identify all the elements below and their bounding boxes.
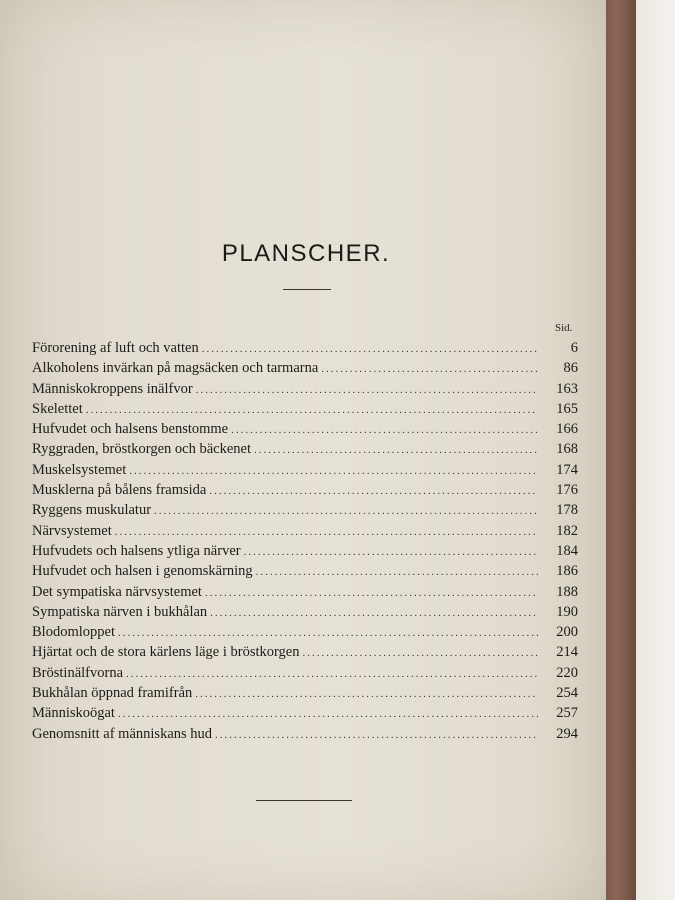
toc-entry (32, 521, 578, 541)
entry-label: Människokroppens inälfvor (32, 380, 193, 397)
toc-entry (32, 338, 578, 358)
toc-entry (32, 399, 578, 419)
entry-label: Människoögat (32, 705, 115, 722)
entry-page: 184 (556, 542, 578, 559)
toc-entry (32, 703, 578, 723)
dot-leader (244, 542, 538, 561)
toc-entry (32, 500, 578, 520)
toc-entry (32, 582, 578, 602)
dot-leader (196, 380, 538, 399)
entry-page: 200 (556, 624, 578, 641)
entry-label: Muskelsystemet (32, 461, 127, 478)
dot-leader (254, 440, 538, 459)
dot-leader (231, 420, 538, 439)
toc-entry (32, 642, 578, 662)
dot-leader (210, 603, 538, 622)
toc-entry (32, 358, 578, 378)
toc-entry (32, 439, 578, 459)
entry-page: 220 (556, 664, 578, 681)
toc-entry (32, 663, 578, 683)
entry-label: Blodomloppet (32, 624, 115, 641)
plates-list (32, 338, 578, 744)
toc-entry (32, 561, 578, 581)
entry-label: Hjärtat och de stora kärlens läge i bröstkorgen (32, 644, 300, 661)
dot-leader (129, 461, 538, 480)
toc-entry (32, 724, 578, 744)
entry-label: Hufvudet och halsens benstomme (32, 421, 229, 438)
dot-leader (205, 583, 538, 602)
entry-page: 174 (556, 461, 578, 478)
dot-leader (118, 704, 538, 723)
title-divider (283, 289, 331, 290)
dot-leader (126, 664, 538, 683)
entry-label: Bukhålan öppnad framifrån (32, 685, 193, 702)
entry-page: 86 (563, 360, 578, 377)
entry-page: 182 (556, 522, 578, 539)
entry-page: 190 (556, 603, 578, 620)
entry-label: Skelettet (32, 400, 83, 417)
entry-page: 186 (556, 563, 578, 580)
dot-leader (209, 481, 538, 500)
entry-page: 168 (556, 441, 578, 458)
entry-label: Närvsystemet (32, 522, 112, 539)
entry-label: Ryggraden, bröstkorgen och bäckenet (32, 441, 252, 458)
dot-leader (303, 643, 539, 662)
dot-leader (256, 562, 538, 581)
entry-page: 214 (556, 644, 578, 661)
dot-leader (115, 522, 538, 541)
toc-entry (32, 480, 578, 500)
end-divider (256, 800, 352, 801)
entry-label: Musklerna på bålens framsida (32, 482, 207, 499)
cover-endpaper (636, 0, 675, 900)
entry-page: 178 (556, 502, 578, 519)
toc-entry (32, 622, 578, 642)
entry-page: 294 (556, 725, 578, 742)
page-title: PLANSCHER. (221, 240, 391, 267)
page-column-label: Sid. (555, 322, 573, 334)
toc-entry (32, 602, 578, 622)
entry-label: Sympatiska närven i bukhålan (32, 603, 208, 620)
entry-label: Bröstinälfvorna (32, 664, 124, 681)
entry-label: Genomsnitt af människans hud (32, 725, 213, 742)
toc-entry (32, 379, 578, 399)
entry-label: Förorening af luft och vatten (32, 340, 199, 356)
dot-leader (154, 501, 538, 520)
entry-label: Ryggens muskulatur (32, 502, 152, 519)
entry-page: 254 (556, 685, 578, 702)
entry-page: 163 (556, 380, 578, 397)
entry-page: 6 (570, 340, 578, 356)
book-cover-edge (606, 0, 636, 900)
dot-leader (118, 623, 538, 642)
entry-label: Det sympatiska närvsystemet (32, 583, 202, 600)
entry-page: 176 (556, 482, 578, 499)
entry-page: 257 (556, 705, 578, 722)
entry-label: Hufvudets och halsens ytliga närver (32, 542, 241, 559)
entry-label: Alkoholens invärkan på magsäcken och tarmarna (32, 360, 319, 377)
entry-label: Hufvudet och halsen i genomskärning (32, 563, 253, 580)
toc-entry (32, 460, 578, 480)
toc-entry (32, 419, 578, 439)
toc-entry (32, 541, 578, 561)
entry-page: 166 (556, 421, 578, 438)
dot-leader (195, 684, 538, 703)
toc-entry (32, 683, 578, 703)
entry-page: 188 (556, 583, 578, 600)
dot-leader (86, 400, 538, 419)
dot-leader (215, 725, 538, 744)
dot-leader (202, 339, 538, 358)
dot-leader (321, 359, 538, 378)
entry-page: 165 (556, 400, 578, 417)
